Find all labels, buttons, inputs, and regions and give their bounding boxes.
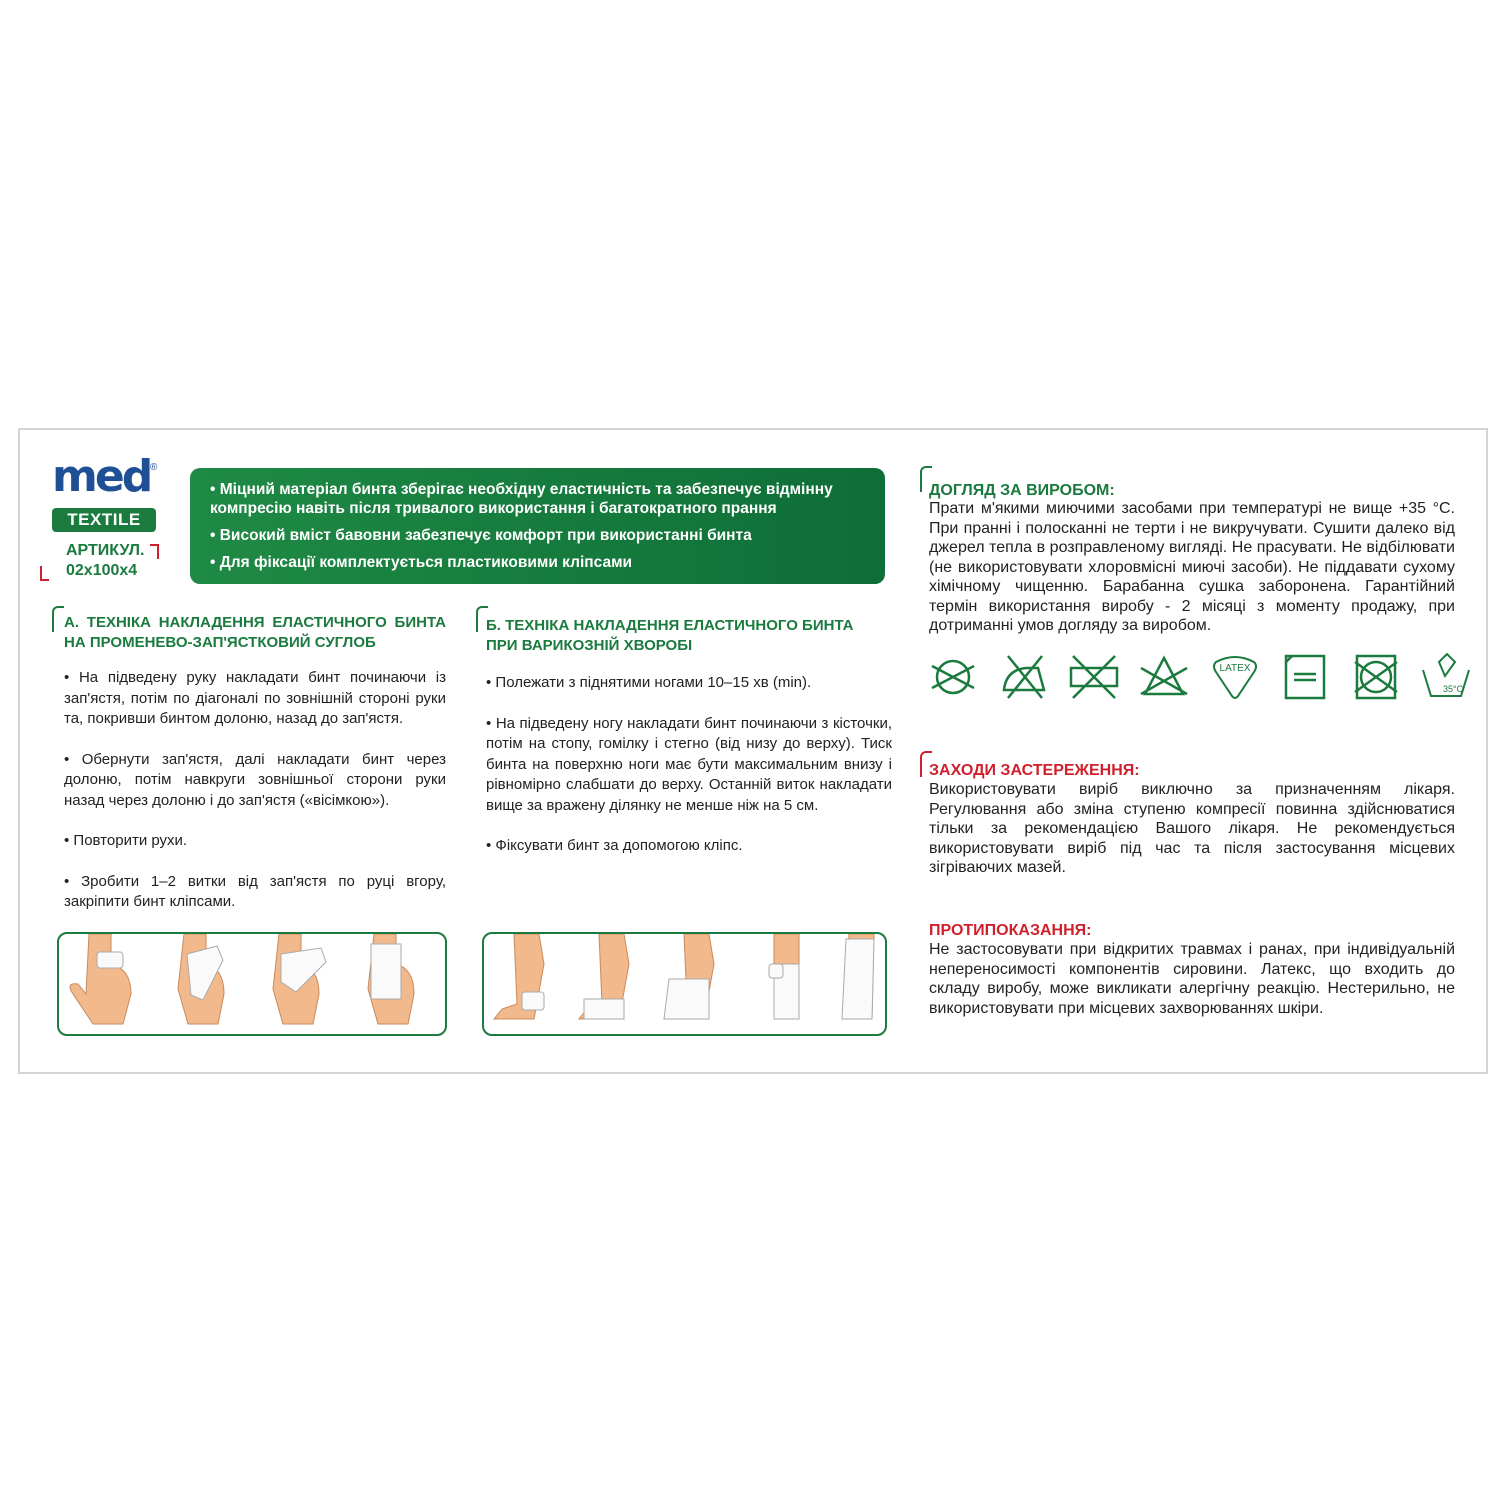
feature-item: • Високий вміст бавовни забезпечує комфорт при використанні бинта bbox=[210, 527, 752, 544]
step: • На підведену руку накладати бинт починаючи із зап'ястя, потім по діагоналі по зовнішній стороні руки та, покривши бинтом долоню, назад до зап'ястя. bbox=[64, 669, 446, 727]
no-bleach-rect-icon bbox=[1069, 652, 1119, 702]
brand-logo: med bbox=[52, 451, 151, 502]
flat-dry-icon bbox=[1280, 652, 1330, 702]
warnings-title: ЗАХОДИ ЗАСТЕРЕЖЕННЯ: bbox=[929, 762, 1140, 779]
step: • Обернути зап'ястя, далі накладати бинт через долоню, потім навкруги зовнішньої сторони руки назад через долоню і до зап'ястя («вісімкою»). bbox=[64, 750, 446, 809]
section-b-steps bbox=[486, 673, 892, 877]
contraindications-text: Не застосовувати при відкритих травмах і ранах, при індивідуальній непереносимості компонентів сировини. Латекс, що входить до складу виробу, може викликати алергічну реакцію. Нестерильно, не використовувати при місцевих захворюваннях шкіри. bbox=[929, 941, 1455, 1017]
corner-decor bbox=[150, 544, 159, 559]
corner-decor bbox=[40, 566, 49, 581]
section-a-steps bbox=[64, 668, 446, 933]
article bbox=[66, 541, 144, 581]
leg-bandage-illustration bbox=[482, 932, 887, 1036]
step: • Полежати з піднятими ногами 10–15 хв (min). bbox=[486, 674, 812, 691]
brand-sub: TEXTILE bbox=[52, 508, 156, 532]
step: • Фіксувати бинт за допомогою кліпс. bbox=[486, 837, 743, 854]
features-banner bbox=[190, 468, 885, 584]
feature-item: • Для фіксації комплектується пластиковими кліпсами bbox=[210, 554, 633, 571]
svg-text:LATEX: LATEX bbox=[1219, 663, 1251, 674]
corner-decor bbox=[52, 606, 64, 632]
no-iron-icon bbox=[998, 652, 1048, 702]
step: • Зробити 1–2 витки від зап'ястя по руці вгору, закріпити бинт кліпсами. bbox=[64, 872, 446, 910]
care-text: Прати м'якими миючими засобами при температурі не вище +35 °С. При пранні і полосканні не терти і не викручувати. Сушити далеко від джерел тепла в розправленому вигляді. Не прасувати. Не відбілювати (не використовувати хлоровмісні миючі засоби). Не піддавати сухому хімічному чищенню. Барабанна сушка заборонена. Гарантійний термін використання виробу - 2 місяці з моменту продажу, при дотриманні умов догляду за виробом. bbox=[929, 500, 1455, 634]
contraindications-title: ПРОТИПОКАЗАННЯ: bbox=[929, 922, 1092, 939]
warnings-text: Використовувати виріб виключно за призначенням лікаря. Регулювання або зміна ступеню компресії повинна здійснюватися тільки за рекомендацією Вашого лікаря. Не рекомендується використовувати виріб під час та після застосування місцевих зігріваючих мазей. bbox=[929, 781, 1455, 876]
no-tumble-dry-icon bbox=[1351, 652, 1401, 702]
no-dry-clean-icon bbox=[928, 652, 978, 702]
hand-wash-icon bbox=[1421, 652, 1471, 702]
care-symbols bbox=[928, 652, 1468, 707]
hand-steps-icon bbox=[59, 934, 445, 1034]
svg-text:35°C: 35°C bbox=[1443, 684, 1464, 694]
care-title: ДОГЛЯД ЗА ВИРОБОМ: bbox=[929, 482, 1115, 499]
feature-item: • Міцний матеріал бинта зберігає необхідну еластичність та забезпечує відмінну компресію навіть після тривалого використання і багатократного прання bbox=[210, 481, 833, 517]
leg-steps-icon bbox=[484, 934, 885, 1034]
hand-bandage-illustration bbox=[57, 932, 447, 1036]
no-bleach-icon bbox=[1139, 652, 1189, 702]
latex-icon bbox=[1210, 652, 1260, 702]
article-label: АРТИКУЛ. bbox=[66, 542, 145, 559]
article-code: 02x100x4 bbox=[66, 562, 138, 579]
registered-mark: ® bbox=[150, 462, 158, 473]
section-b-title: Б. ТЕХНІКА НАКЛАДЕННЯ ЕЛАСТИЧНОГО БИНТА ПРИ ВАРИКОЗНІЙ ХВОРОБІ bbox=[486, 617, 854, 654]
step: • На підведену ногу накладати бинт починаючи з кісточки, потім на стопу, гомілку і стегно (від низу до верху). Тиск бинта на поверхню ноги має бути максимальним внизу і рівномірно слабшати до верху. Останній виток накладати вище за вражену ділянку не менше ніж на 5 см. bbox=[486, 714, 892, 814]
section-a-title: А. ТЕХНІКА НАКЛАДЕННЯ ЕЛАСТИЧНОГО БИНТА НА ПРОМЕНЕВО-ЗАП'ЯСТКОВИЙ СУГЛОБ bbox=[64, 614, 446, 651]
step: • Повторити рухи. bbox=[64, 832, 188, 849]
